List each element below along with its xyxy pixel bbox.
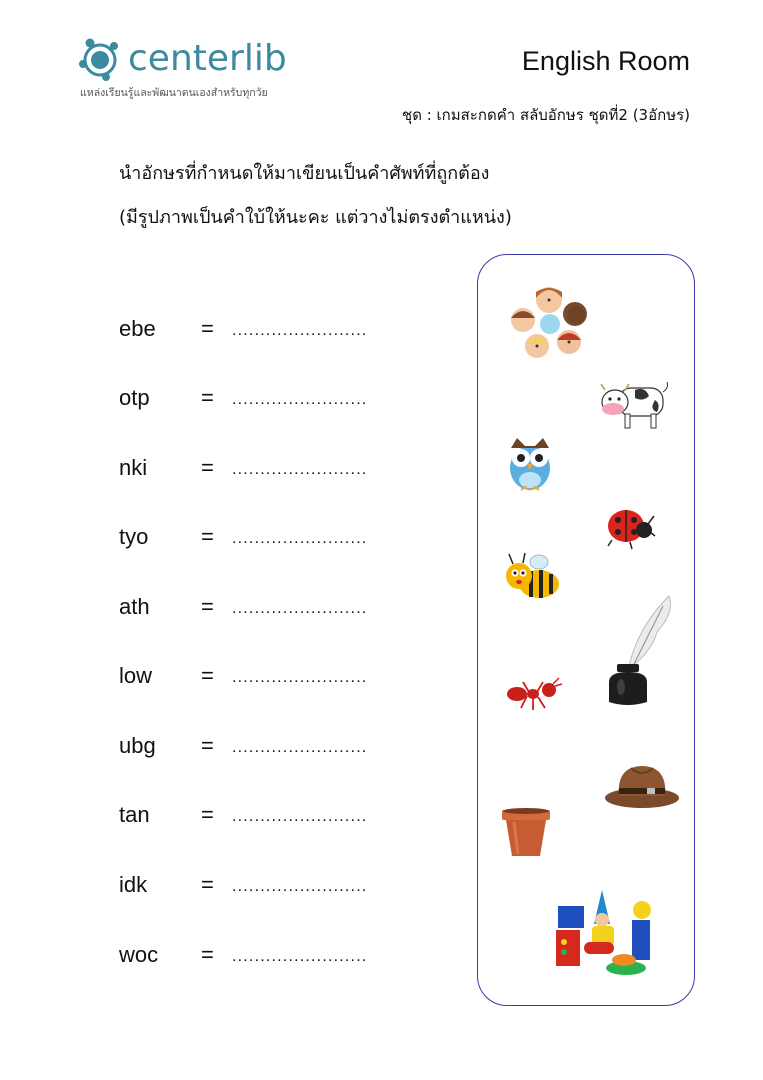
instruction-line-2: (มีรูปภาพเป็นคำใบ้ให้นะคะ แต่วางไม่ตรงตำแหน่ง) bbox=[119, 207, 512, 228]
answer-blank[interactable]: ........................ bbox=[232, 461, 368, 478]
scrambled-word: low bbox=[119, 663, 153, 688]
equals-sign: = bbox=[201, 942, 214, 967]
toys-picture bbox=[554, 886, 658, 982]
scrambled-word: nki bbox=[119, 455, 148, 480]
answer-blank[interactable]: ........................ bbox=[232, 878, 368, 895]
kids-picture bbox=[503, 284, 598, 364]
equals-sign: = bbox=[201, 316, 214, 341]
cow-picture bbox=[599, 378, 669, 432]
centerlib-logo bbox=[78, 34, 308, 104]
scrambled-word: tan bbox=[119, 802, 150, 827]
equals-sign: = bbox=[201, 594, 214, 619]
equals-sign: = bbox=[201, 872, 214, 897]
answer-blank[interactable]: ........................ bbox=[232, 600, 368, 617]
answer-blank[interactable]: ........................ bbox=[232, 530, 368, 547]
scrambled-word: ubg bbox=[119, 733, 156, 758]
ant-picture bbox=[505, 676, 563, 712]
equals-sign: = bbox=[201, 455, 214, 480]
scrambled-word: idk bbox=[119, 872, 148, 897]
logo-mark-icon bbox=[78, 34, 128, 84]
scrambled-word: ebe bbox=[119, 316, 156, 341]
logo-wordmark: centerlib bbox=[128, 38, 287, 79]
page-title: English Room bbox=[521, 46, 690, 76]
equals-sign: = bbox=[201, 385, 214, 410]
answer-blank[interactable]: ........................ bbox=[232, 322, 368, 339]
equals-sign: = bbox=[201, 663, 214, 688]
equals-sign: = bbox=[201, 733, 214, 758]
flowerpot-picture bbox=[500, 806, 552, 858]
scrambled-word: woc bbox=[119, 942, 159, 967]
answer-blank[interactable]: ........................ bbox=[232, 391, 368, 408]
bee-picture bbox=[503, 550, 563, 604]
scrambled-word: otp bbox=[119, 385, 150, 410]
hat-picture bbox=[603, 762, 681, 810]
equals-sign: = bbox=[201, 802, 214, 827]
answer-blank[interactable]: ........................ bbox=[232, 808, 368, 825]
equals-sign: = bbox=[201, 524, 214, 549]
set-label: ชุด : เกมสะกดคำ สลับอักษร ชุดที่2 (3อักษร) bbox=[402, 106, 690, 124]
ladybug-picture bbox=[604, 502, 656, 552]
answer-blank[interactable]: ........................ bbox=[232, 948, 368, 965]
owl-picture bbox=[505, 436, 555, 492]
answer-blank[interactable]: ........................ bbox=[232, 739, 368, 756]
logo-tagline: แหล่งเรียนรู้และพัฒนาตนเองสำหรับทุกวัย bbox=[80, 87, 268, 99]
quill-ink-picture bbox=[603, 592, 679, 708]
answer-blank[interactable]: ........................ bbox=[232, 669, 368, 686]
scrambled-word: tyo bbox=[119, 524, 149, 549]
scrambled-word: ath bbox=[119, 594, 150, 619]
instruction-line-1: นำอักษรที่กำหนดให้มาเขียนเป็นคำศัพท์ที่ถูกต้อง bbox=[119, 163, 490, 184]
